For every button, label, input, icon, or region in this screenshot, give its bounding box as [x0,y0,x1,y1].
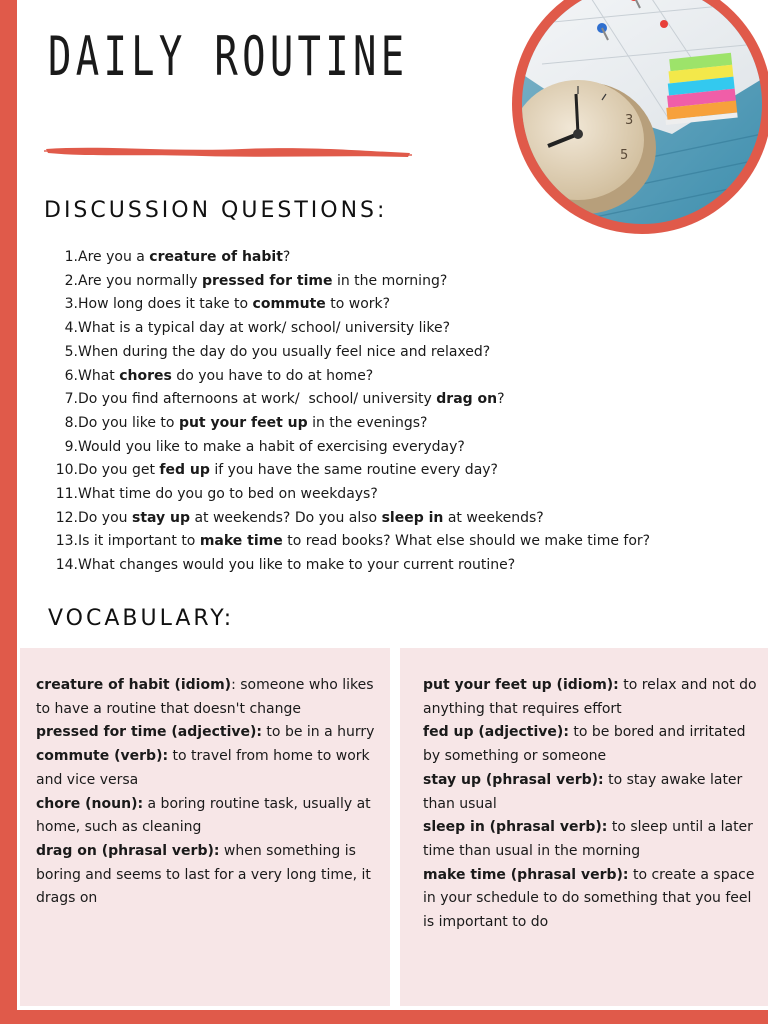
question-fragment: What is a typical day at work/ school/ university like? [78,320,451,337]
question-text [78,317,450,341]
question-keyword: pressed for time [201,272,333,289]
question-fragment: Do you get [78,462,160,479]
question-item [50,459,740,483]
question-number: 4. [64,320,78,337]
question-fragment: in the morning? [332,272,448,289]
vocab-entry [36,840,376,911]
vocab-term: sleep in (phrasal verb): [423,819,608,836]
question-number: 12. [55,509,78,526]
question-fragment: What [78,367,120,384]
question-item [50,412,740,436]
vocab-entry [423,769,758,816]
question-fragment: at weekends? Do you also [190,509,382,526]
question-text [78,483,378,507]
question-text [78,270,447,294]
question-item [50,483,740,507]
vocab-definition: to sleep until a later time than usual in the morning [423,819,753,859]
question-text [78,341,490,365]
vocab-entry [36,745,376,792]
question-text [78,246,290,270]
question-number: 10. [55,462,78,479]
vocab-term: creature of habit (idiom) [36,677,232,693]
photo-frame [512,0,768,234]
vocab-panel-right [400,648,768,1006]
question-fragment: Are you normally [78,272,202,289]
vocab-definition: when something is boring and seems to last for a very long time, it drags on [36,842,371,907]
vocab-definition: : someone who likes to have a routine that doesn't change [36,677,374,717]
vocab-definition: to travel from home to work and vice versa [36,748,370,788]
vocab-term: pressed for time (adjective): [36,724,262,741]
question-fragment: Would you like to make a habit of exercising everyday? [78,438,465,455]
question-fragment: to read books? What else should we make time for? [282,533,651,550]
question-keyword: put your feet up [178,414,308,431]
question-fragment: to work? [325,296,391,313]
question-text [78,554,515,578]
question-fragment: in the evenings? [307,414,428,431]
question-text [78,507,544,531]
question-number: 6. [64,367,78,384]
discussion-heading: DISCUSSION QUESTIONS: [44,198,388,223]
vocab-entry [423,674,758,721]
svg-text:5: 5 [620,148,629,163]
vocab-entry [36,793,376,840]
vocabulary-heading: VOCABULARY: [48,606,235,631]
question-fragment: if you have the same routine every day? [209,462,498,479]
left-accent-bar [0,0,17,1024]
question-fragment: Is it important to [78,533,200,550]
vocab-definition: to create a space in your schedule to do something that you feel is important to do [423,866,755,931]
vocab-entry [423,816,758,863]
vocab-definition: to relax and not do anything that requires effort [423,677,757,717]
question-item [50,317,740,341]
vocab-definition: to stay awake later than usual [423,771,743,812]
vocab-term: chore (noun): [36,795,144,812]
bottom-accent-bar [0,1010,768,1024]
question-fragment: How long does it take to [78,296,253,313]
vocab-definition: to be in a hurry [261,724,375,741]
vocab-entry [423,721,758,768]
question-text [78,436,465,460]
question-number: 7. [64,391,78,408]
question-fragment: ? [282,249,291,265]
question-fragment: at weekends? [443,509,544,526]
question-fragment: Do you like to [78,414,179,431]
vocab-term: fed up (adjective): [423,724,569,741]
vocab-definition: a boring routine task, usually at home, such as cleaning [36,795,371,836]
question-item [50,388,740,412]
clock-calendar-photo [522,0,762,224]
question-number: 3. [64,296,78,313]
question-number: 14. [55,557,78,574]
question-text [78,293,390,317]
question-fragment: ? [497,391,505,408]
vocab-entry [423,864,758,935]
brush-stroke-divider [42,140,414,162]
question-item [50,246,740,270]
question-keyword: chores [119,367,172,384]
question-fragment: do you have to do at home? [171,367,374,384]
question-keyword: stay up [131,509,191,526]
question-number: 5. [64,343,78,360]
question-keyword: commute [252,296,326,313]
vocab-panel-left [20,648,390,1006]
question-keyword: sleep in [381,509,444,526]
question-fragment: Do you find afternoons at work/ school/ university [78,391,437,408]
vocab-term: commute (verb): [36,748,169,765]
vocab-term: put your feet up (idiom): [423,677,619,693]
svg-text:3: 3 [625,113,634,128]
question-item [50,530,740,554]
question-item [50,554,740,578]
question-item [50,507,740,531]
question-keyword: creature of habit [149,249,283,265]
question-number: 8. [64,414,78,431]
question-text [78,412,427,436]
question-text [78,365,373,389]
question-item [50,293,740,317]
question-number: 11. [55,486,78,503]
question-item [50,436,740,460]
question-fragment: What time do you go to bed on weekdays? [78,486,378,503]
question-keyword: make time [199,533,283,550]
vocab-term: make time (phrasal verb): [423,866,629,883]
page-title: DAILY ROUTINE [48,25,409,88]
question-fragment: What changes would you like to make to your current routine? [78,557,516,574]
question-item [50,270,740,294]
question-number: 2. [64,272,78,289]
vocab-entry [36,674,376,721]
question-keyword: drag on [436,391,498,408]
question-text [78,530,650,554]
question-fragment: Are you a [78,249,150,265]
question-text [78,388,505,412]
vocab-definition: to be bored and irritated by something or someone [423,724,746,765]
question-number: 1. [64,249,78,265]
question-fragment: When during the day do you usually feel nice and relaxed? [78,343,491,360]
question-fragment: Do you [78,509,132,526]
question-keyword: fed up [159,462,210,479]
vocab-term: stay up (phrasal verb): [423,771,604,788]
vocab-term: drag on (phrasal verb): [36,842,220,859]
question-number: 13. [55,533,78,550]
vocab-entry [36,721,376,745]
question-item [50,341,740,365]
question-number: 9. [64,438,78,455]
question-text [78,459,498,483]
question-item [50,365,740,389]
question-list [50,246,740,578]
